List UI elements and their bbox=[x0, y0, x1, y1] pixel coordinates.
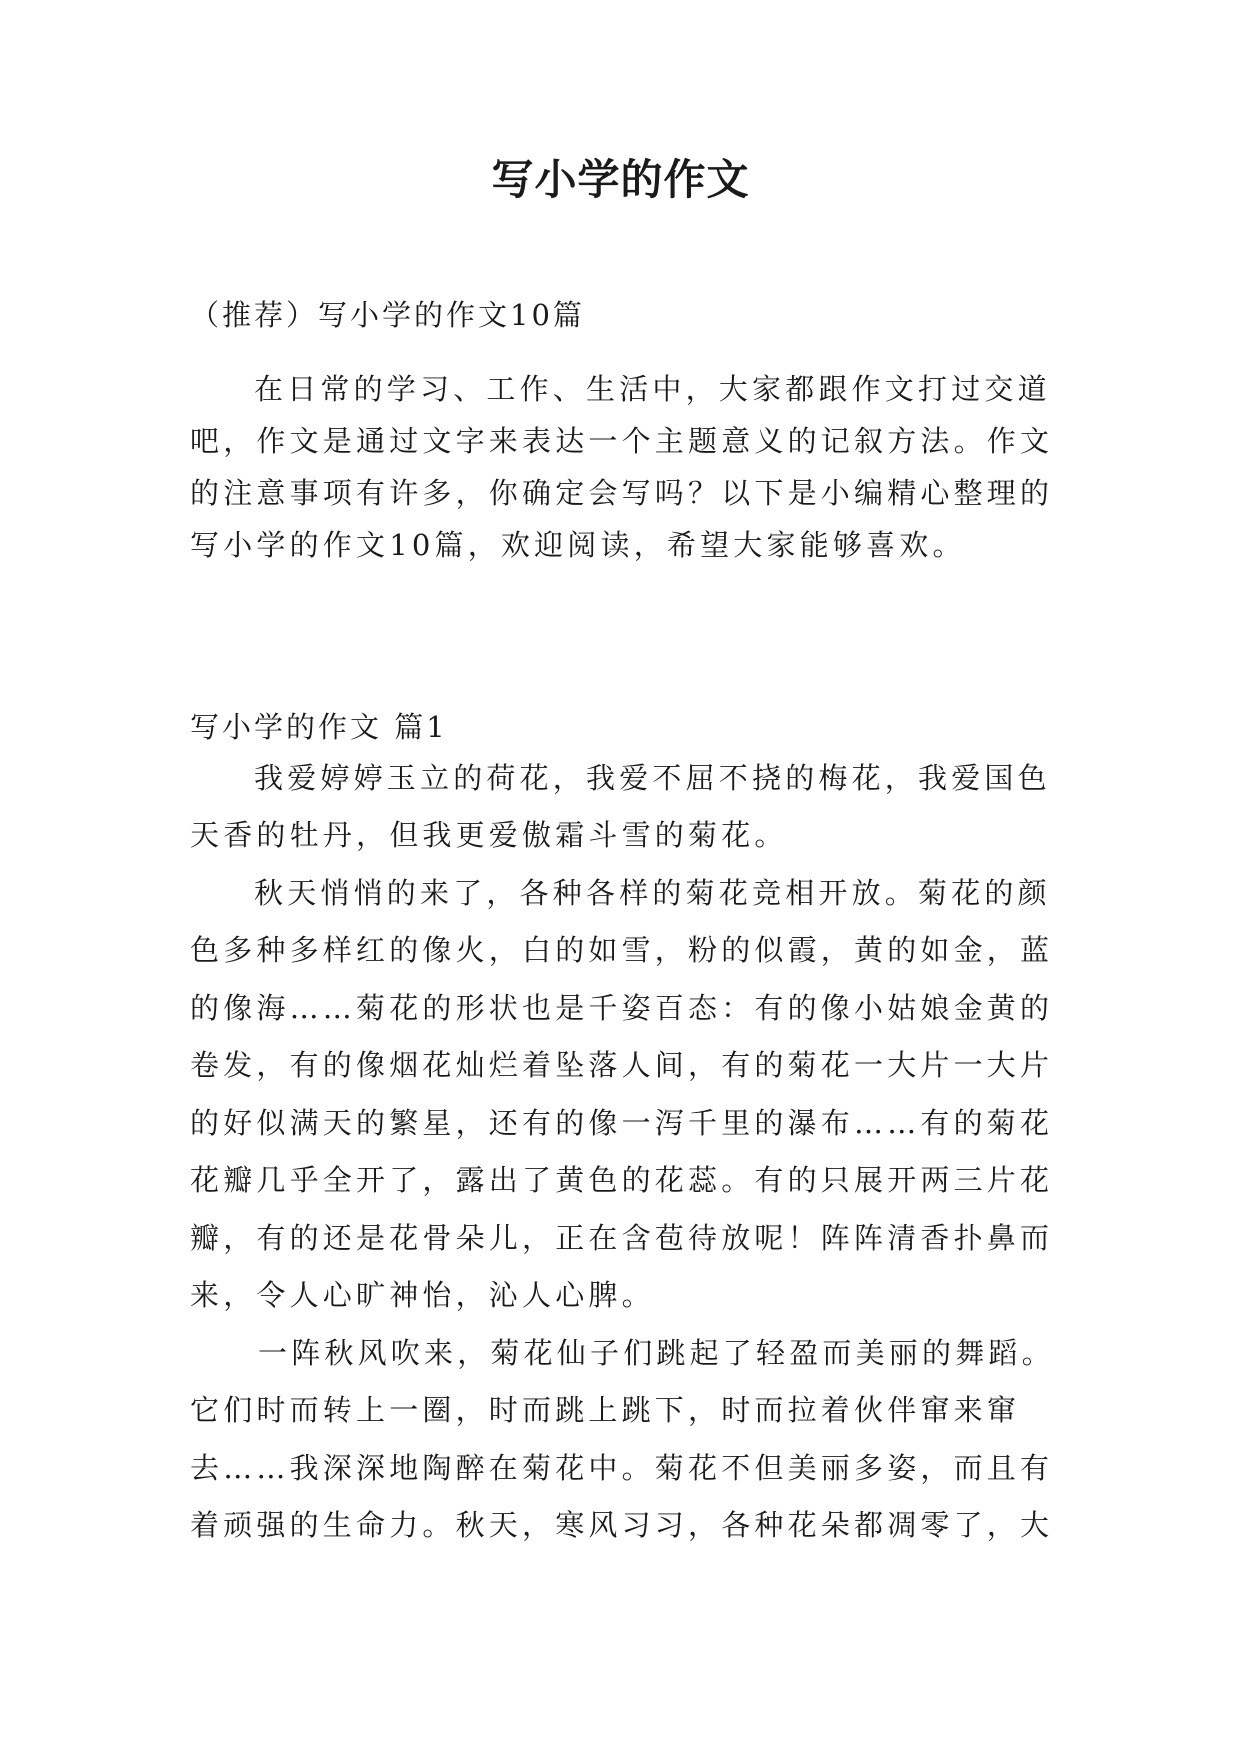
page-title: 写小学的作文 bbox=[491, 155, 750, 204]
intro-line: 吧，作文是通过文字来表达一个主题意义的记叙方法。作文 bbox=[190, 424, 1054, 458]
document-subtitle: （推荐）写小学的作文10篇 bbox=[190, 298, 585, 332]
intro-line: 的注意事项有许多，你确定会写吗？以下是小编精心整理的 bbox=[190, 476, 1054, 510]
body-line: 花瓣几乎全开了，露出了黄色的花蕊。有的只展开两三片花 bbox=[190, 1163, 1054, 1197]
body-line: 天香的牡丹，但我更爱傲霜斗雪的菊花。 bbox=[190, 818, 788, 852]
body-line: 的好似满天的繁星，还有的像一泻千里的瀑布……有的菊花 bbox=[190, 1106, 1054, 1140]
intro-line: 写小学的作文10篇，欢迎阅读，希望大家能够喜欢。 bbox=[190, 528, 966, 562]
body-line: 去……我深深地陶醉在菊花中。菊花不但美丽多姿，而且有 bbox=[190, 1451, 1054, 1485]
intro-line: 在日常的学习、工作、生活中，大家都跟作文打过交道 bbox=[254, 372, 1051, 406]
body-line: 瓣，有的还是花骨朵儿，正在含苞待放呢！阵阵清香扑鼻而 bbox=[190, 1221, 1054, 1255]
body-line: 着顽强的生命力。秋天，寒风习习，各种花朵都凋零了，大 bbox=[190, 1508, 1054, 1542]
section-heading: 写小学的作文 篇1 bbox=[190, 710, 448, 744]
body-line: 我爱婷婷玉立的荷花，我爱不屈不挠的梅花，我爱国色 bbox=[254, 761, 1051, 795]
body-line: 它们时而转上一圈，时而跳上跳下，时而拉着伙伴窜来窜 bbox=[190, 1393, 1021, 1427]
body-line: 的像海……菊花的形状也是千姿百态：有的像小姑娘金黄的 bbox=[190, 991, 1054, 1025]
body-line: 色多种多样红的像火，白的如雪，粉的似霞，黄的如金，蓝 bbox=[190, 933, 1054, 967]
body-line: 卷发，有的像烟花灿烂着坠落人间，有的菊花一大片一大片 bbox=[190, 1048, 1054, 1082]
body-line: 来，令人心旷神怡，沁人心脾。 bbox=[190, 1278, 655, 1312]
body-line: 一阵秋风吹来，菊花仙子们跳起了轻盈而美丽的舞蹈。 bbox=[258, 1336, 1055, 1370]
body-line: 秋天悄悄的来了，各种各样的菊花竞相开放。菊花的颜 bbox=[254, 876, 1051, 910]
